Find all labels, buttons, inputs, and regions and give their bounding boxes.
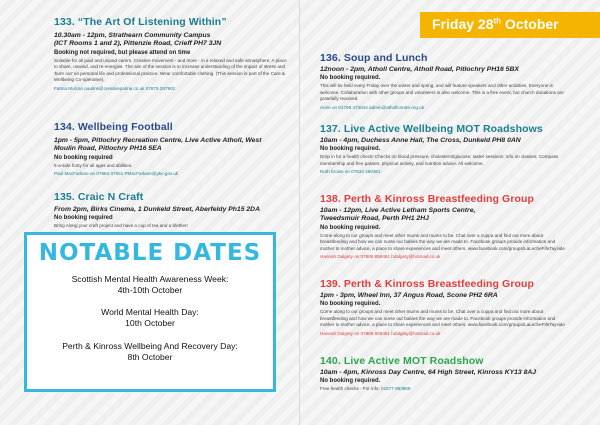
event-booking: No booking required.: [320, 378, 381, 385]
event-when: 1pm - 3pm, Wheel Inn, 37 Angus Road, Scone PH2 6RA: [320, 292, 498, 299]
event-contact[interactable]: Anne on 01796 473044 admin@athollcentre.org.uk: [320, 104, 425, 110]
notable-date-name: Scottish Mental Health Awareness Week:: [71, 274, 229, 284]
event-description: Bring Along your craft project and have a cup of tea and a blether!: [54, 223, 188, 229]
event-138: [320, 193, 570, 259]
event-when: 10am - 4pm, Duchess Anne Hall, The Cross, Dunkeld PH8 0AN: [320, 137, 521, 144]
right-page: [300, 0, 600, 425]
event-description: Suitable for all paid and unpaid carers. Creative movement - and more - in a relaxed and safe atmosphere. A place to share, unwind, and re-energise. The aim of the session is to increase understanding of the impact of stress and 'burn out' on personal life and professional practice. Wear comfortable clothing. (This session is part of the Care & Wellbeing Co-operative).: [54, 57, 287, 83]
event-title: 135. Craic N Craft: [54, 191, 144, 203]
event-when: (ICT Rooms 1 and 2), Pittenzie Road, Crieff PH7 3JN: [54, 40, 222, 48]
event-booking: Booking not required, but please attend on time: [54, 49, 191, 56]
date-banner: [420, 12, 600, 38]
event-booking: No booking required.: [320, 75, 381, 82]
event-title: 139. Perth & Kinross Breastfeeding Group: [320, 278, 535, 290]
notable-date-range: 8th October: [127, 351, 173, 362]
event-when: 10am - 4pm, Kinross Day Centre, 64 High Street, Kinross KY13 8AJ: [320, 369, 537, 376]
notable-date: [27, 274, 273, 295]
event-contact[interactable]: Fatma Mulcan paulins@creativepalma.co.uk 07875 267902: [54, 85, 176, 91]
banner-suffix: th: [493, 16, 502, 26]
event-when: Tweedsmuir Road, Perth PH1 2HJ: [320, 215, 429, 223]
event-contact-label: Free health checks - For info:: [320, 386, 382, 392]
banner-month: October: [501, 16, 559, 32]
event-description: This will be held every Friday over the winter and spring, and will feature speakers and other activities. Everyone is welcome. Collaboration with other groups and volunteers is also welcome. This is a free event, but church donations are gratefully received.: [320, 83, 564, 102]
event-description: Drop in for a health check! Checks on blood pressure, cholesterol/glucose; taster sessions; info on classes; Compass membership and free passes; physical activity, and nutrition advice. All welcome.: [320, 154, 559, 166]
event-139: [320, 278, 570, 336]
event-contact[interactable]: Hannah Dalgety on 07886 859461 hdalgety@hotmail.co.uk: [320, 330, 441, 336]
notable-date-name: Perth & Kinross Wellbeing And Recovery Day:: [62, 340, 238, 351]
event-when: 10am - 12pm, Live Active Letham Sports Centre,: [320, 207, 476, 214]
event-137: [320, 123, 570, 174]
event-description: Come along to our groups and meet other mums and mums to be. Chat over a cuppa and find out more about breastfeeding and how we can nurse our babies the way we are made to. Facebook groups provide information and mother to mother advice, a place to share experiences and meet others. www.facebook.com/groups/LaLecheFifeTayside: [320, 232, 565, 251]
event-133: [54, 16, 290, 91]
event-contact[interactable]: Hannah Dalgety on 07886 859461 hdalgety@hotmail.co.uk: [320, 254, 441, 260]
event-title: 133. “The Art Of Listening Within”: [54, 16, 227, 28]
notable-date: [27, 307, 273, 328]
event-title: 137. Live Active Wellbeing MOT Roadshows: [320, 123, 543, 135]
event-134: [54, 121, 290, 176]
event-when: 1pm - 5pm, Pitlochry Recreation Centre, Live Active Atholl, West: [54, 137, 262, 144]
event-booking: No booking required: [54, 154, 113, 161]
event-contact[interactable]: Paul MacFarlane on 07884 47651 PMacFarlane@pkc.gov.uk: [54, 171, 179, 177]
event-135: [54, 191, 290, 237]
event-booking: No booking required.: [320, 301, 381, 308]
event-140: [320, 355, 570, 393]
event-booking: No booking required.: [320, 224, 381, 231]
event-description: [320, 386, 570, 392]
notable-dates-box: [24, 232, 276, 392]
notable-date-name: World Mental Health Day:: [101, 307, 199, 318]
event-contact[interactable]: 01577 863869: [381, 386, 411, 392]
event-when: Moulin Road, Pitlochry PH16 5EA: [54, 145, 162, 153]
notable-date: [27, 341, 273, 362]
event-title: 140. Live Active MOT Roadshow: [320, 355, 484, 367]
event-booking: No booking required.: [320, 146, 381, 153]
notable-dates-heading: NOTABLE DATES: [38, 240, 262, 266]
event-contact[interactable]: Ruth brown on 07834 490361: [320, 169, 381, 175]
event-description: Come along to our groups and meet other mums and mums to be. Chat over a cuppa and find out more about breastfeeding and how we can nurse our babies the way we are made to. Facebook groups provide information and mother to mother advice, a place to share experiences and meet others. www.facebook.com/groups/LaLecheFifeTayside: [320, 309, 565, 328]
event-description: 5-a-side footy for all ages and abilities.: [54, 162, 133, 168]
event-booking: No booking required: [54, 215, 113, 222]
event-when: From 2pm, Birks Cinema, 1 Dunkeld Street, Aberfeldy Ph15 2DA: [54, 206, 260, 213]
event-when: 10.30am - 12pm, Strathearn Community Campus: [54, 32, 211, 39]
event-title: 134. Wellbeing Football: [54, 121, 173, 133]
banner-weekday: Friday 28: [432, 16, 494, 32]
event-when: 12noon - 2pm, Atholl Centre, Atholl Road, Pitlochry PH16 5BX: [320, 66, 519, 73]
event-title: 136. Soup and Lunch: [320, 52, 428, 64]
event-title: 138. Perth & Kinross Breastfeeding Group: [320, 193, 535, 205]
notable-date-range: 10th October: [125, 318, 175, 329]
event-136: [320, 52, 570, 110]
notable-date-range: 4th-10th October: [117, 284, 183, 295]
